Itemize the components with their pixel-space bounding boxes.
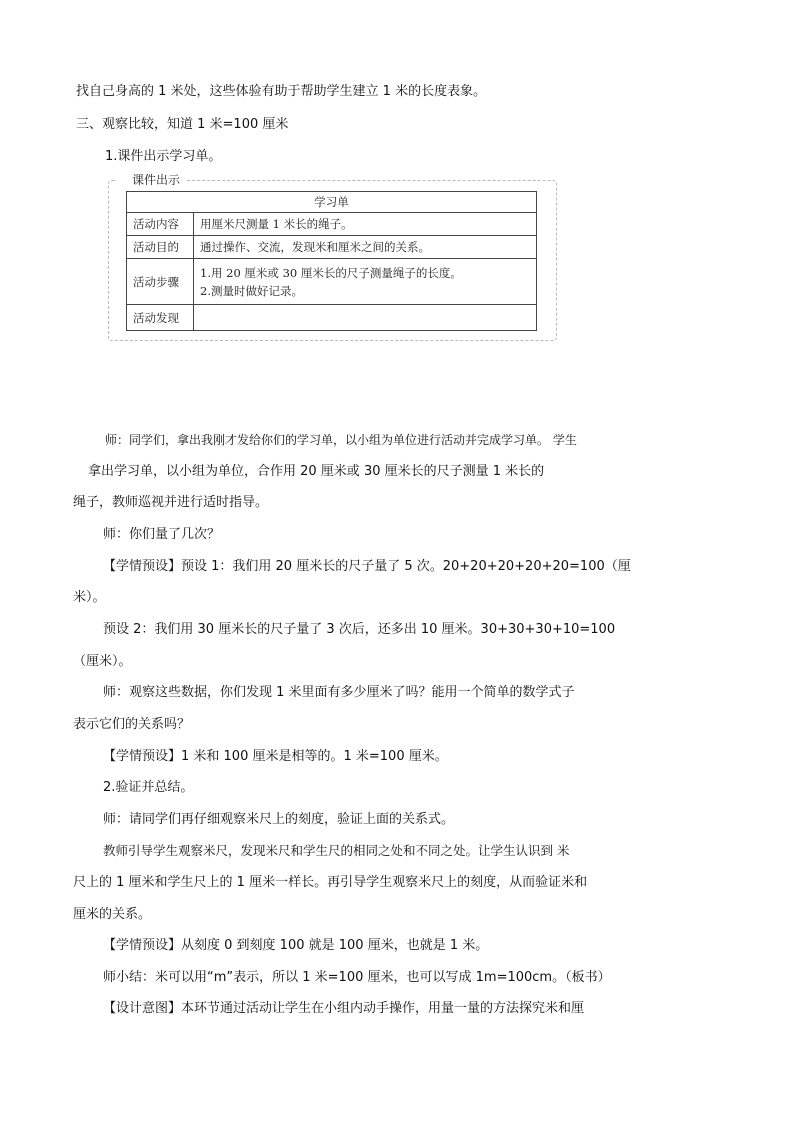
- paragraph-line: 师：请同学们再仔细观察米尺上的刻度，验证上面的关系式。: [103, 812, 455, 827]
- paragraph-line: 预设 2：我们用 30 厘米长的尺子量了 3 次后，还多出 10 厘米。30+30+30+10=100: [103, 622, 616, 637]
- section-heading: 三、观察比较，知道 1 米=100 厘米: [76, 117, 289, 132]
- table-row: [127, 305, 537, 331]
- paragraph-line: 【设计意图】本环节通过活动让学生在小组内动手操作，用量一量的方法探究米和厘: [103, 1001, 585, 1016]
- paragraph-line: 绳子，教师巡视并进行适时指导。: [73, 495, 269, 510]
- row-key: 活动目的: [127, 236, 194, 259]
- paragraph-line: 拿出学习单，以小组为单位，合作用 20 厘米或 30 厘米长的尺子测量 1 米长的: [88, 464, 545, 479]
- courseware-tag: 课件出示: [116, 172, 186, 188]
- paragraph-line: 师：观察这些数据，你们发现 1 米里面有多少厘米了吗？能用一个简单的数学式子: [103, 685, 575, 700]
- study-sheet-table: [126, 191, 537, 331]
- paragraph-line: 师小结：米可以用“m”表示，所以 1 米=100 厘米，也可以写成 1m=100cm。（板书）: [103, 970, 611, 985]
- table-row: [127, 213, 537, 236]
- paragraph-line: 找自己身高的 1 米处，这些体验有助于帮助学生建立 1 米的长度表象。: [76, 84, 487, 99]
- step-item: 1.用 20 厘米或 30 厘米长的尺子测量绳子的长度。: [200, 265, 462, 280]
- row-key: 活动步骤: [127, 259, 194, 305]
- paragraph-line: 【学情预设】预设 1：我们用 20 厘米长的尺子量了 5 次。20+20+20+20+20=100（厘: [103, 559, 631, 574]
- paragraph-line: 师：同学们，拿出我刚才发给你们的学习单，以小组为单位进行活动并完成学习单。 学生: [105, 433, 577, 447]
- table-row: [127, 259, 537, 305]
- paragraph-line: （厘米）。: [73, 654, 132, 669]
- paragraph-line: 1.课件出示学习单。: [105, 149, 222, 164]
- row-value-steps: [194, 259, 537, 305]
- study-sheet-title: 学习单: [127, 192, 537, 213]
- row-value: 用厘米尺测量 1 米长的绳子。: [194, 213, 537, 236]
- paragraph-line: 2.验证并总结。: [103, 780, 194, 795]
- paragraph-line: 厘米的关系。: [73, 907, 152, 922]
- step-item: 2.测量时做好记录。: [200, 283, 303, 298]
- paragraph-line: 尺上的 1 厘米和学生尺上的 1 厘米一样长。再引导学生观察米尺上的刻度，从而验证米和: [73, 875, 588, 890]
- paragraph-line: 表示它们的关系吗？: [73, 717, 191, 732]
- table-row: [127, 236, 537, 259]
- row-value: [194, 305, 537, 331]
- paragraph-line: 【学情预设】从刻度 0 到刻度 100 就是 100 厘米，也就是 1 米。: [103, 938, 489, 953]
- paragraph-line: 【学情预设】1 米和 100 厘米是相等的。1 米=100 厘米。: [103, 749, 448, 764]
- paragraph-line: 教师引导学生观察米尺，发现米尺和学生尺的相同之处和不同之处。让学生认识到 米: [103, 843, 570, 858]
- paragraph-line: 米）。: [73, 590, 106, 605]
- row-value: 通过操作、交流，发现米和厘米之间的关系。: [194, 236, 537, 259]
- row-key: 活动内容: [127, 213, 194, 236]
- row-key: 活动发现: [127, 305, 194, 331]
- paragraph-line: 师：你们量了几次？: [103, 527, 221, 542]
